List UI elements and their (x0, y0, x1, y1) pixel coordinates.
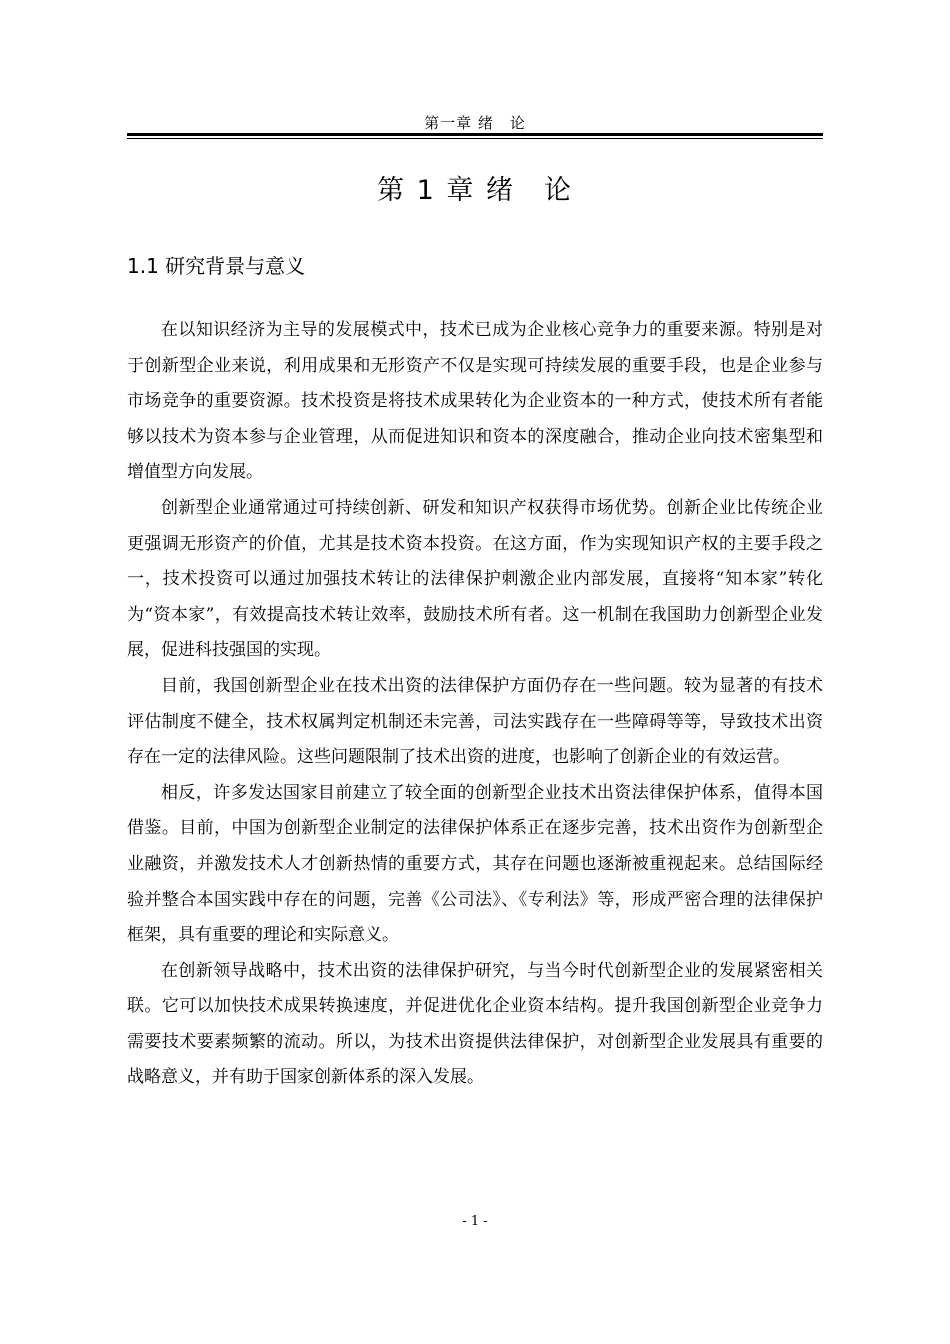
paragraph: 目前，我国创新型企业在技术出资的法律保护方面仍存在一些问题。较为显著的有技术评估制度不健全，技术权属判定机制还未完善，司法实践存在一些障碍等等，导致技术出资存在一定的法律风险。这些问题限制了技术出资的进度，也影响了创新企业的有效运营。 (127, 675, 823, 768)
body-text (127, 313, 823, 1096)
page-number: - 1 - (462, 1214, 488, 1229)
running-header: 第一章 绪 论 (424, 114, 526, 132)
header-rule-thick (127, 133, 823, 136)
paragraph: 在创新领导战略中，技术出资的法律保护研究，与当今时代创新型企业的发展紧密相关联。它可以加快技术成果转换速度，并促进优化企业资本结构。提升我国创新型企业竞争力需要技术要素频繁的流动。所以，为技术出资提供法律保护，对创新型企业发展具有重要的战略意义，并有助于国家创新体系的深入发展。 (127, 960, 823, 1088)
section-title: 1.1 研究背景与意义 (127, 254, 306, 278)
paragraph: 在以知识经济为主导的发展模式中，技术已成为企业核心竞争力的重要来源。特别是对于创新型企业来说，利用成果和无形资产不仅是实现可持续发展的重要手段，也是企业参与市场竞争的重要资源。技术投资是将技术成果转化为企业资本的一种方式，使技术所有者能够以技术为资本参与企业管理，从而促进知识和资本的深度融合，推动企业向技术密集型和增值型方向发展。 (127, 320, 823, 483)
chapter-title: 第 1 章 绪 论 (377, 175, 573, 206)
paragraph: 创新型企业通常通过可持续创新、研发和知识产权获得市场优势。创新企业比传统企业更强调无形资产的价值，尤其是技术资本投资。在这方面，作为实现知识产权的主要手段之一，技术投资可以通过加强技术转让的法律保护刺激企业内部发展，直接将“知本家”转化为“资本家”，有效提高技术转让效率，鼓励技术所有者。这一机制在我国助力创新型企业发展，促进科技强国的实现。 (127, 497, 823, 661)
paragraph: 相反，许多发达国家目前建立了较全面的创新型企业技术出资法律保护体系，值得本国借鉴。目前，中国为创新型企业制定的法律保护体系正在逐步完善，技术出资作为创新型企业融资，并激发技术人才创新热情的重要方式，其存在问题也逐渐被重视起来。总结国际经验并整合本国实践中存在的问题，完善《公司法》、《专利法》等，形成严密合理的法律保护框架，具有重要的理论和实际意义。 (127, 782, 823, 946)
header-rule-thin (127, 138, 823, 139)
